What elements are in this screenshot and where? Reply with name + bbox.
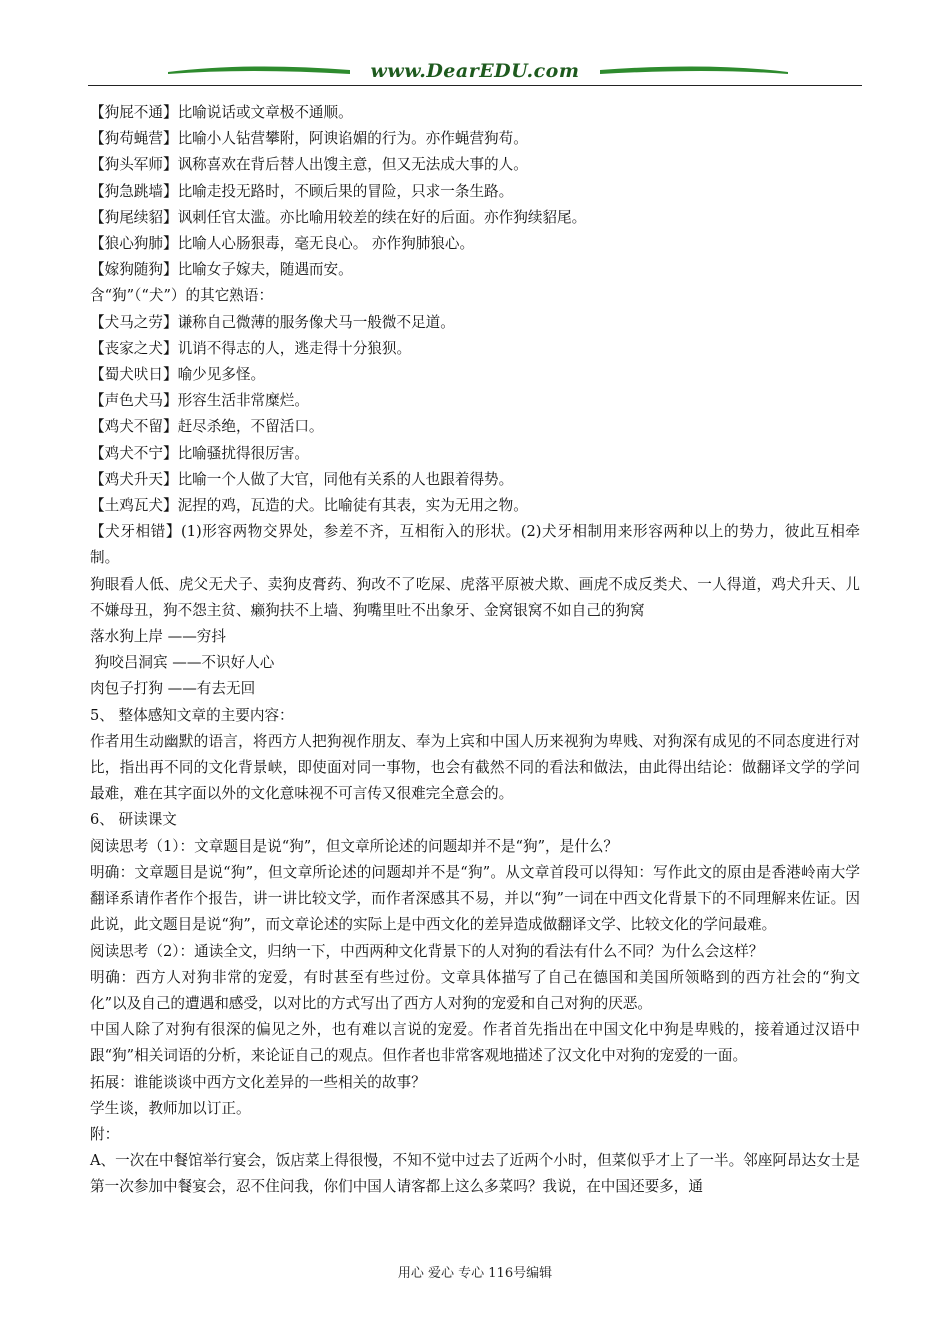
paragraph: 【狗头军师】讽称喜欢在背后替人出馊主意，但又无法成大事的人。 bbox=[90, 156, 528, 174]
paragraph: 拓展：谁能谈谈中西方文化差异的一些相关的故事？ bbox=[90, 1073, 426, 1091]
paragraph: 【犬马之劳】谦称自己微薄的服务像犬马一般微不足道。 bbox=[90, 313, 455, 331]
paragraph: A、一次在中餐馆举行宴会，饭店菜上得很慢，不知不觉中过去了近两个小时，但菜似乎才上了一半。邻座阿昂达女士是第一次参加中餐宴会，忍不住问我，你们中国人请客都上这么多菜吗？我说，在中国还要多，通 bbox=[90, 1152, 860, 1196]
section-heading: 6、 研读课文 bbox=[90, 811, 177, 829]
paragraph: 狗咬吕洞宾 ——不识好人心 bbox=[90, 654, 275, 672]
paragraph: 【鸡犬升天】比喻一个人做了大官，同他有关系的人也跟着得势。 bbox=[90, 470, 514, 488]
page-footer: 用心 爱心 专心 116号编辑 bbox=[397, 1266, 553, 1281]
paragraph: 肉包子打狗 ——有去无回 bbox=[90, 680, 256, 698]
paragraph: 阅读思考（2）：通读全文，归纳一下，中西两种文化背景下的人对狗的看法有什么不同？为什么会这样？ bbox=[90, 942, 764, 960]
paragraph: 【犬牙相错】(1)形容两物交界处，参差不齐，互相衔入的形状。(2)犬牙相制用来形容两种以上的势力，彼此互相牵制。 bbox=[90, 523, 860, 567]
paragraph: 【土鸡瓦犬】泥捏的鸡，瓦造的犬。比喻徒有其表，实为无用之物。 bbox=[90, 497, 528, 515]
paragraph: 学生谈，教师加以订正。 bbox=[90, 1099, 251, 1117]
paragraph: 中国人除了对狗有很深的偏见之外，也有难以言说的宠爱。作者首先指出在中国文化中狗是卑贱的，接着通过汉语中跟“狗”相关词语的分析，来论证自己的观点。但作者也非常客观地描述了汉文化中对狗的宠爱的一面。 bbox=[90, 1021, 860, 1065]
header-rule bbox=[88, 85, 862, 86]
paragraph: 【狗苟蝇营】比喻小人钻营攀附，阿谀谄媚的行为。亦作蝇营狗苟。 bbox=[90, 130, 528, 148]
paragraph: 【狗屁不通】比喻说话或文章极不通顺。 bbox=[90, 104, 353, 121]
paragraph: 落水狗上岸 ——穷抖 bbox=[90, 628, 226, 646]
document-body bbox=[90, 100, 860, 1201]
paragraph: 【嫁狗随狗】比喻女子嫁夫，随遇而安。 bbox=[90, 261, 353, 279]
paragraph: 阅读思考（1）：文章题目是说“狗”，但文章所论述的问题却并不是“狗”，是什么？ bbox=[90, 837, 619, 855]
paragraph: 明确：西方人对狗非常的宠爱，有时甚至有些过份。文章具体描写了自己在德国和美国所领略到的西方社会的“狗文化”以及自己的遭遇和感受，以对比的方式写出了西方人对狗的宠爱和自己对狗的厌恶。 bbox=[90, 968, 860, 1012]
paragraph: 狗眼看人低、虎父无犬子、卖狗皮膏药、狗改不了吃屎、虎落平原被犬欺、画虎不成反类犬、一人得道，鸡犬升天、儿不嫌母丑，狗不怨主贫、癞狗扶不上墙、狗嘴里吐不出象牙、金窝银窝不如自己的狗窝 bbox=[90, 575, 860, 619]
paragraph: 明确：文章题目是说“狗”，但文章所论述的问题却并不是“狗”。从文章首段可以得知：写作此文的原由是香港岭南大学翻译系请作者作个报告，讲一讲比较文学，而作者深感其不易，并以“狗”一词在中西文化背景下的不同理解来佐证。因此说，此文题目是说“狗”，而文章论述的实际上是中西文化的差异造成做翻译文学、比较文化的学问最难。 bbox=[90, 863, 860, 934]
paragraph: 【声色犬马】形容生活非常糜烂。 bbox=[90, 392, 309, 410]
paragraph: 附： bbox=[90, 1125, 120, 1143]
paragraph: 【狼心狗肺】比喻人心肠狠毒，毫无良心。 亦作狗肺狼心。 bbox=[90, 235, 475, 253]
paragraph: 【鸡犬不宁】比喻骚扰得很厉害。 bbox=[90, 444, 309, 462]
paragraph: 【狗急跳墙】比喻走投无路时，不顾后果的冒险，只求一条生路。 bbox=[90, 182, 514, 200]
paragraph: 含“狗”（“犬”）的其它熟语： bbox=[90, 287, 274, 305]
page-header bbox=[88, 58, 862, 90]
paragraph: 【狗尾续貂】讽刺任官太滥。亦比喻用较差的续在好的后面。亦作狗续貂尾。 bbox=[90, 208, 587, 226]
paragraph: 【蜀犬吠日】喻少见多怪。 bbox=[90, 366, 266, 384]
paragraph: 【鸡犬不留】赶尽杀绝，不留活口。 bbox=[90, 418, 324, 436]
section-heading: 5、 整体感知文章的主要内容： bbox=[90, 706, 294, 724]
paragraph: 【丧家之犬】讥诮不得志的人，逃走得十分狼狈。 bbox=[90, 339, 412, 357]
paragraph: 作者用生动幽默的语言，将西方人把狗视作朋友、奉为上宾和中国人历来视狗为卑贱、对狗深有成见的不同态度进行对比，指出再不同的文化背景峡，即使面对同一事物，也会有截然不同的看法和做法，由此得出结论：做翻译文学的学问最难，难在其字面以外的文化意味视不可言传又很难完全意会的。 bbox=[90, 732, 860, 803]
site-logo[interactable]: www.DearEDU.com bbox=[370, 60, 580, 82]
